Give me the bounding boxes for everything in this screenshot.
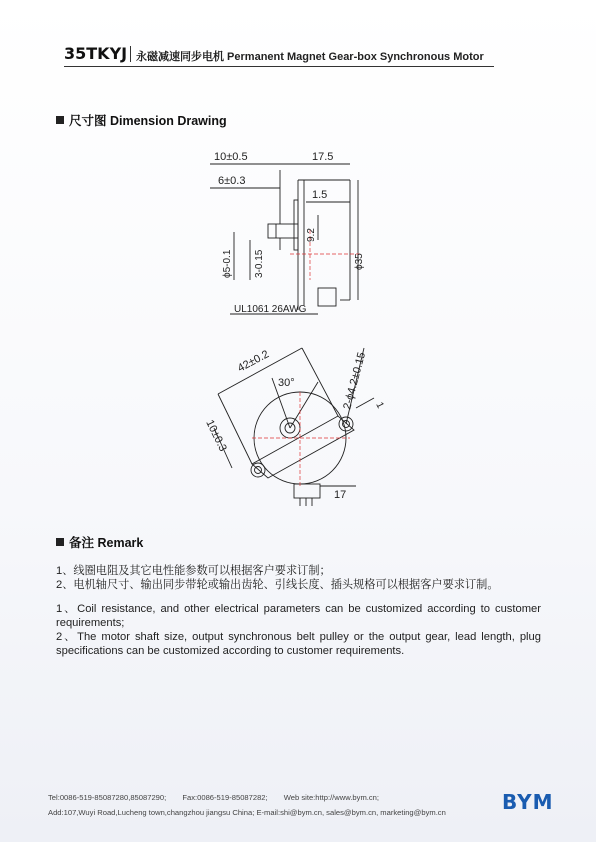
remark-heading <box>56 533 143 551</box>
side-dim-8: ϕ35 <box>354 253 365 270</box>
top-dim-2: 30° <box>278 377 295 389</box>
remark-chinese <box>56 564 541 592</box>
remark-english <box>56 602 541 658</box>
side-dim-2: 17.5 <box>312 151 334 163</box>
top-dim-6: 17 <box>334 489 347 501</box>
company-logo: BYM <box>502 790 554 814</box>
footer-fax: Fax:0086-519-85087282; <box>182 793 268 802</box>
side-dim-6: ϕ5-0.1 <box>222 249 233 278</box>
top-dim-4: 10±0.3 <box>203 418 229 454</box>
footer-address: Add:107,Wuyi Road,Lucheng town,changzhou jiangsu China; <box>48 808 255 817</box>
dimension-heading-text: 尺寸图 Dimension Drawing <box>69 114 227 128</box>
footer-web[interactable]: Web site:http://www.bym.cn; <box>283 793 380 802</box>
side-dim-5: 9.2 <box>306 228 317 242</box>
bullet-square-icon <box>56 538 64 546</box>
model-number: 35TKYJ <box>64 44 128 63</box>
page-header <box>64 44 494 67</box>
remark-en-1: 1、Coil resistance, and other electrical parameters can be customized according to customer requirements; <box>56 603 541 629</box>
side-view-drawing <box>200 140 400 320</box>
side-dim-1: 10±0.5 <box>214 151 248 163</box>
remark-cn-2: 2、电机轴尺寸、输出同步带轮或输出齿轮、引线长度、插头规格可以根据客户要求订制。 <box>56 579 499 591</box>
top-dim-5: 1 <box>373 400 386 411</box>
side-dim-7: 3-0.15 <box>254 249 265 278</box>
remark-cn-1: 1、线圈电阻及其它电性能参数可以根据客户要求订制； <box>56 565 331 577</box>
header-separator <box>130 46 131 62</box>
product-title: 永磁减速同步电机 Permanent Magnet Gear-box Synchronous Motor <box>136 51 484 63</box>
top-view-drawing <box>196 338 396 518</box>
page-footer <box>48 790 446 820</box>
wire-spec-label: UL1061 26AWG <box>234 304 307 315</box>
side-dim-4: 1.5 <box>312 189 328 201</box>
footer-email[interactable]: E-mail:shi@bym.cn, sales@bym.cn, marketing@bym.cn <box>256 808 446 817</box>
footer-tel: Tel:0086-519-85087280,85087290; <box>48 793 167 802</box>
remark-en-2: 2、The motor shaft size, output synchronous belt pulley or the output gear, lead length, plug specifications can be customized according to customer requirements. <box>56 631 541 657</box>
remark-heading-text: 备注 Remark <box>69 536 144 550</box>
bullet-square-icon <box>56 116 64 124</box>
dimension-heading <box>56 111 227 129</box>
top-dim-3: 2-ϕ4.2±0.15 <box>341 350 369 411</box>
top-dim-1: 42±0.2 <box>235 348 272 375</box>
side-dim-3: 6±0.3 <box>218 175 246 187</box>
